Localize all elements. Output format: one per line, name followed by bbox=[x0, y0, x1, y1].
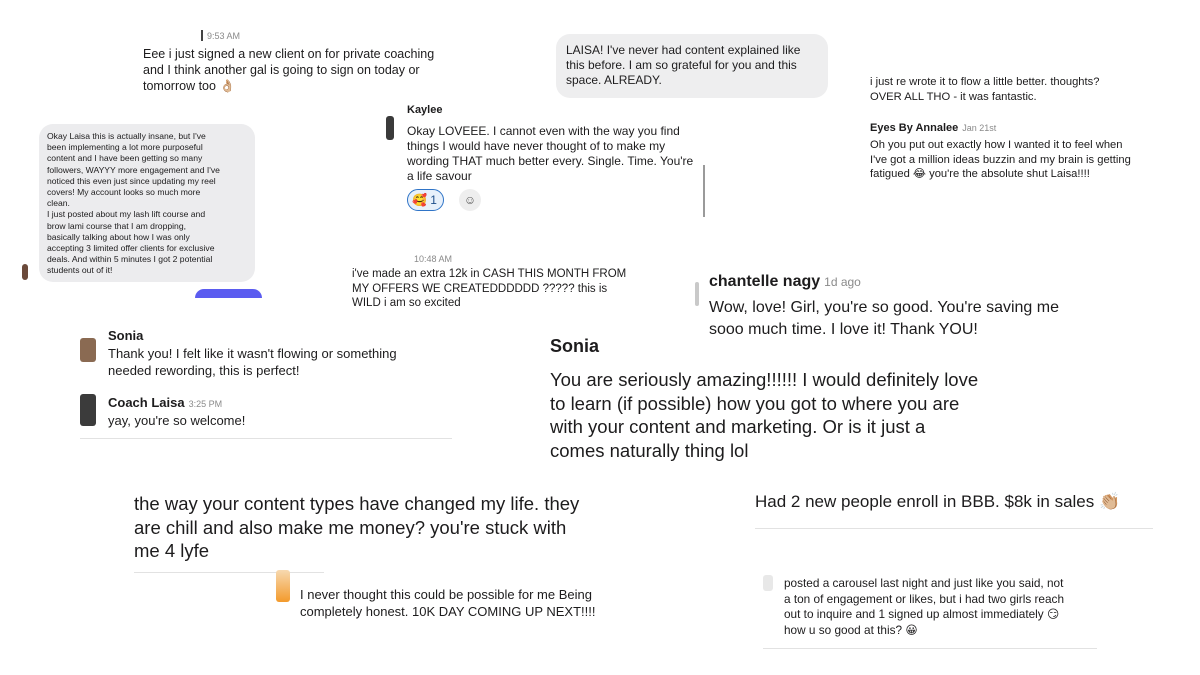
message-snippet-12k bbox=[352, 254, 652, 316]
message-time: 1d ago bbox=[824, 275, 861, 289]
reply-text bbox=[870, 138, 1170, 182]
ok-hand-emoji-icon: 👌🏼 bbox=[219, 78, 236, 93]
message-time: 3:25 PM bbox=[188, 399, 223, 409]
message-snippet-8k-sales bbox=[755, 492, 1153, 530]
sender-name: Sonia bbox=[550, 336, 600, 356]
message-body: posted a carousel last night and just like you said, not a ton of engagement or likes, but i had two girls reach out to inquire and 1 signed up almost immediately bbox=[784, 576, 1065, 621]
sender-name-top bbox=[108, 327, 144, 343]
message-tail: how u so good at this? bbox=[784, 622, 903, 637]
message-header bbox=[352, 254, 652, 264]
message-body: Had 2 new people enroll in BBB. $8k in sales bbox=[755, 492, 1095, 511]
divider bbox=[755, 528, 1153, 529]
message-time: Jan 21st bbox=[962, 123, 997, 133]
message-snippet-annalee bbox=[870, 75, 1170, 185]
avatar bbox=[695, 282, 699, 306]
avatar bbox=[80, 394, 96, 426]
reaction-chip[interactable] bbox=[407, 189, 444, 211]
message-snippet-new-client bbox=[143, 30, 443, 94]
smirk-emoji-icon: 😏 bbox=[1046, 607, 1060, 621]
message-text: i just re wrote it to flow a little better. thoughts? OVER ALL THO - it was fantastic. bbox=[870, 76, 1100, 103]
message-time: 10:48 AM bbox=[414, 254, 453, 264]
message-snippet-kaylee bbox=[386, 104, 706, 218]
reply-header bbox=[870, 118, 1170, 136]
avatar bbox=[80, 338, 96, 362]
divider bbox=[80, 438, 452, 439]
avatar bbox=[386, 116, 394, 140]
sender-name: Sonia bbox=[108, 328, 144, 343]
sender-name: chantelle nagy bbox=[709, 273, 821, 290]
avatar bbox=[22, 264, 28, 280]
message-snippet-seriously-amazing bbox=[550, 336, 1010, 463]
message-header bbox=[709, 273, 861, 291]
message-text: i've made an extra 12k in CASH THIS MONTH FROM MY OFFERS WE CREATEDDDDDD ????? this is WILD i am so excited bbox=[352, 268, 627, 309]
sender-name: Eyes By Annalee bbox=[870, 122, 959, 134]
grinning-emoji-icon: 😀 bbox=[905, 622, 918, 637]
message-text bbox=[143, 47, 443, 95]
message-text: I never thought this could be possible for me Being completely honest. 10K DAY COMING UP NEXT!!!! bbox=[300, 587, 596, 619]
message-header bbox=[108, 394, 222, 412]
message-snippet-carousel bbox=[763, 572, 1103, 650]
sender-name-cut bbox=[550, 336, 600, 359]
message-snippet-chantelle bbox=[695, 273, 1115, 343]
redacted-name-marker bbox=[201, 30, 203, 41]
sender-name bbox=[407, 104, 443, 116]
reply-text: yay, you're so welcome! bbox=[108, 413, 246, 428]
message-text bbox=[755, 492, 1153, 512]
message-text bbox=[784, 576, 1102, 638]
reply-tail: you're the absolute shut Laisa!!!! bbox=[926, 168, 1090, 180]
avatar bbox=[276, 570, 290, 602]
smiling-hearts-emoji-icon: 🥰 bbox=[412, 193, 427, 207]
message-bubble-laisa-explained bbox=[556, 34, 828, 98]
message-snippet-10k-day bbox=[272, 570, 632, 626]
clapping-hands-emoji-icon: 👏🏼 bbox=[1099, 492, 1121, 512]
message-text: the way your content types have changed my life. they are chill and also make me money? you're stuck with me 4 lyfe bbox=[134, 493, 580, 561]
message-body: Eee i just signed a new client on for private coaching and I think another gal is going to sign on today or tomorrow too bbox=[143, 47, 435, 93]
laughing-emoji-icon: 😂 bbox=[912, 167, 926, 180]
message-snippet-lash-course bbox=[22, 118, 267, 298]
reply-body: Oh you put out exactly how I wanted it to feel when I've got a million ideas buzzin and my brain is getting fatigued bbox=[870, 139, 1131, 180]
message-text: LAISA! I've never had content explained like this before. I am so grateful for you and this space. ALREADY. bbox=[566, 43, 801, 87]
sender-name-text: Kaylee bbox=[407, 104, 443, 116]
message-text: Thank you! I felt like it wasn't flowing or something needed rewording, this is perfect! bbox=[108, 346, 397, 378]
divider bbox=[763, 648, 1097, 649]
message-snippet-sonia-coach bbox=[80, 330, 460, 442]
message-time: 9:53 AM bbox=[207, 31, 241, 41]
reaction-count: 1 bbox=[430, 193, 437, 207]
message-text: Okay Laisa this is actually insane, but I've been implementing a lot more purposeful content and I have been getting so many followers, WAYYY more engagement and I've noticed this even just since updating my reel covers! My account looks so much more clean. I just posted about my lash lift course and brow lami course that I am dropping, basically talking about how I was only accepting 3 limited offer clients for exclusive deals. And within 5 minutes I got 2 potential students out of it! bbox=[47, 131, 220, 276]
add-reaction-icon[interactable]: ☺ bbox=[459, 189, 481, 211]
avatar bbox=[763, 575, 773, 591]
sender-name: Coach Laisa bbox=[108, 395, 185, 410]
message-snippet-content-types bbox=[134, 492, 604, 574]
send-button-fragment bbox=[195, 289, 262, 298]
message-header bbox=[143, 30, 443, 42]
message-text: Okay LOVEEE. I cannot even with the way you find things I would have never thought of to make my wording THAT much better every. Single. Time. You're a life savour bbox=[407, 124, 694, 183]
message-bubble bbox=[39, 124, 255, 282]
message-text: You are seriously amazing!!!!!! I would definitely love to learn (if possible) how you got to where you are with your content and marketing. Or is it just a comes naturally thing lol bbox=[550, 369, 979, 461]
divider bbox=[703, 165, 705, 217]
message-text: Wow, love! Girl, you're so good. You're saving me sooo much time. I love it! Thank YOU! bbox=[709, 299, 1059, 338]
